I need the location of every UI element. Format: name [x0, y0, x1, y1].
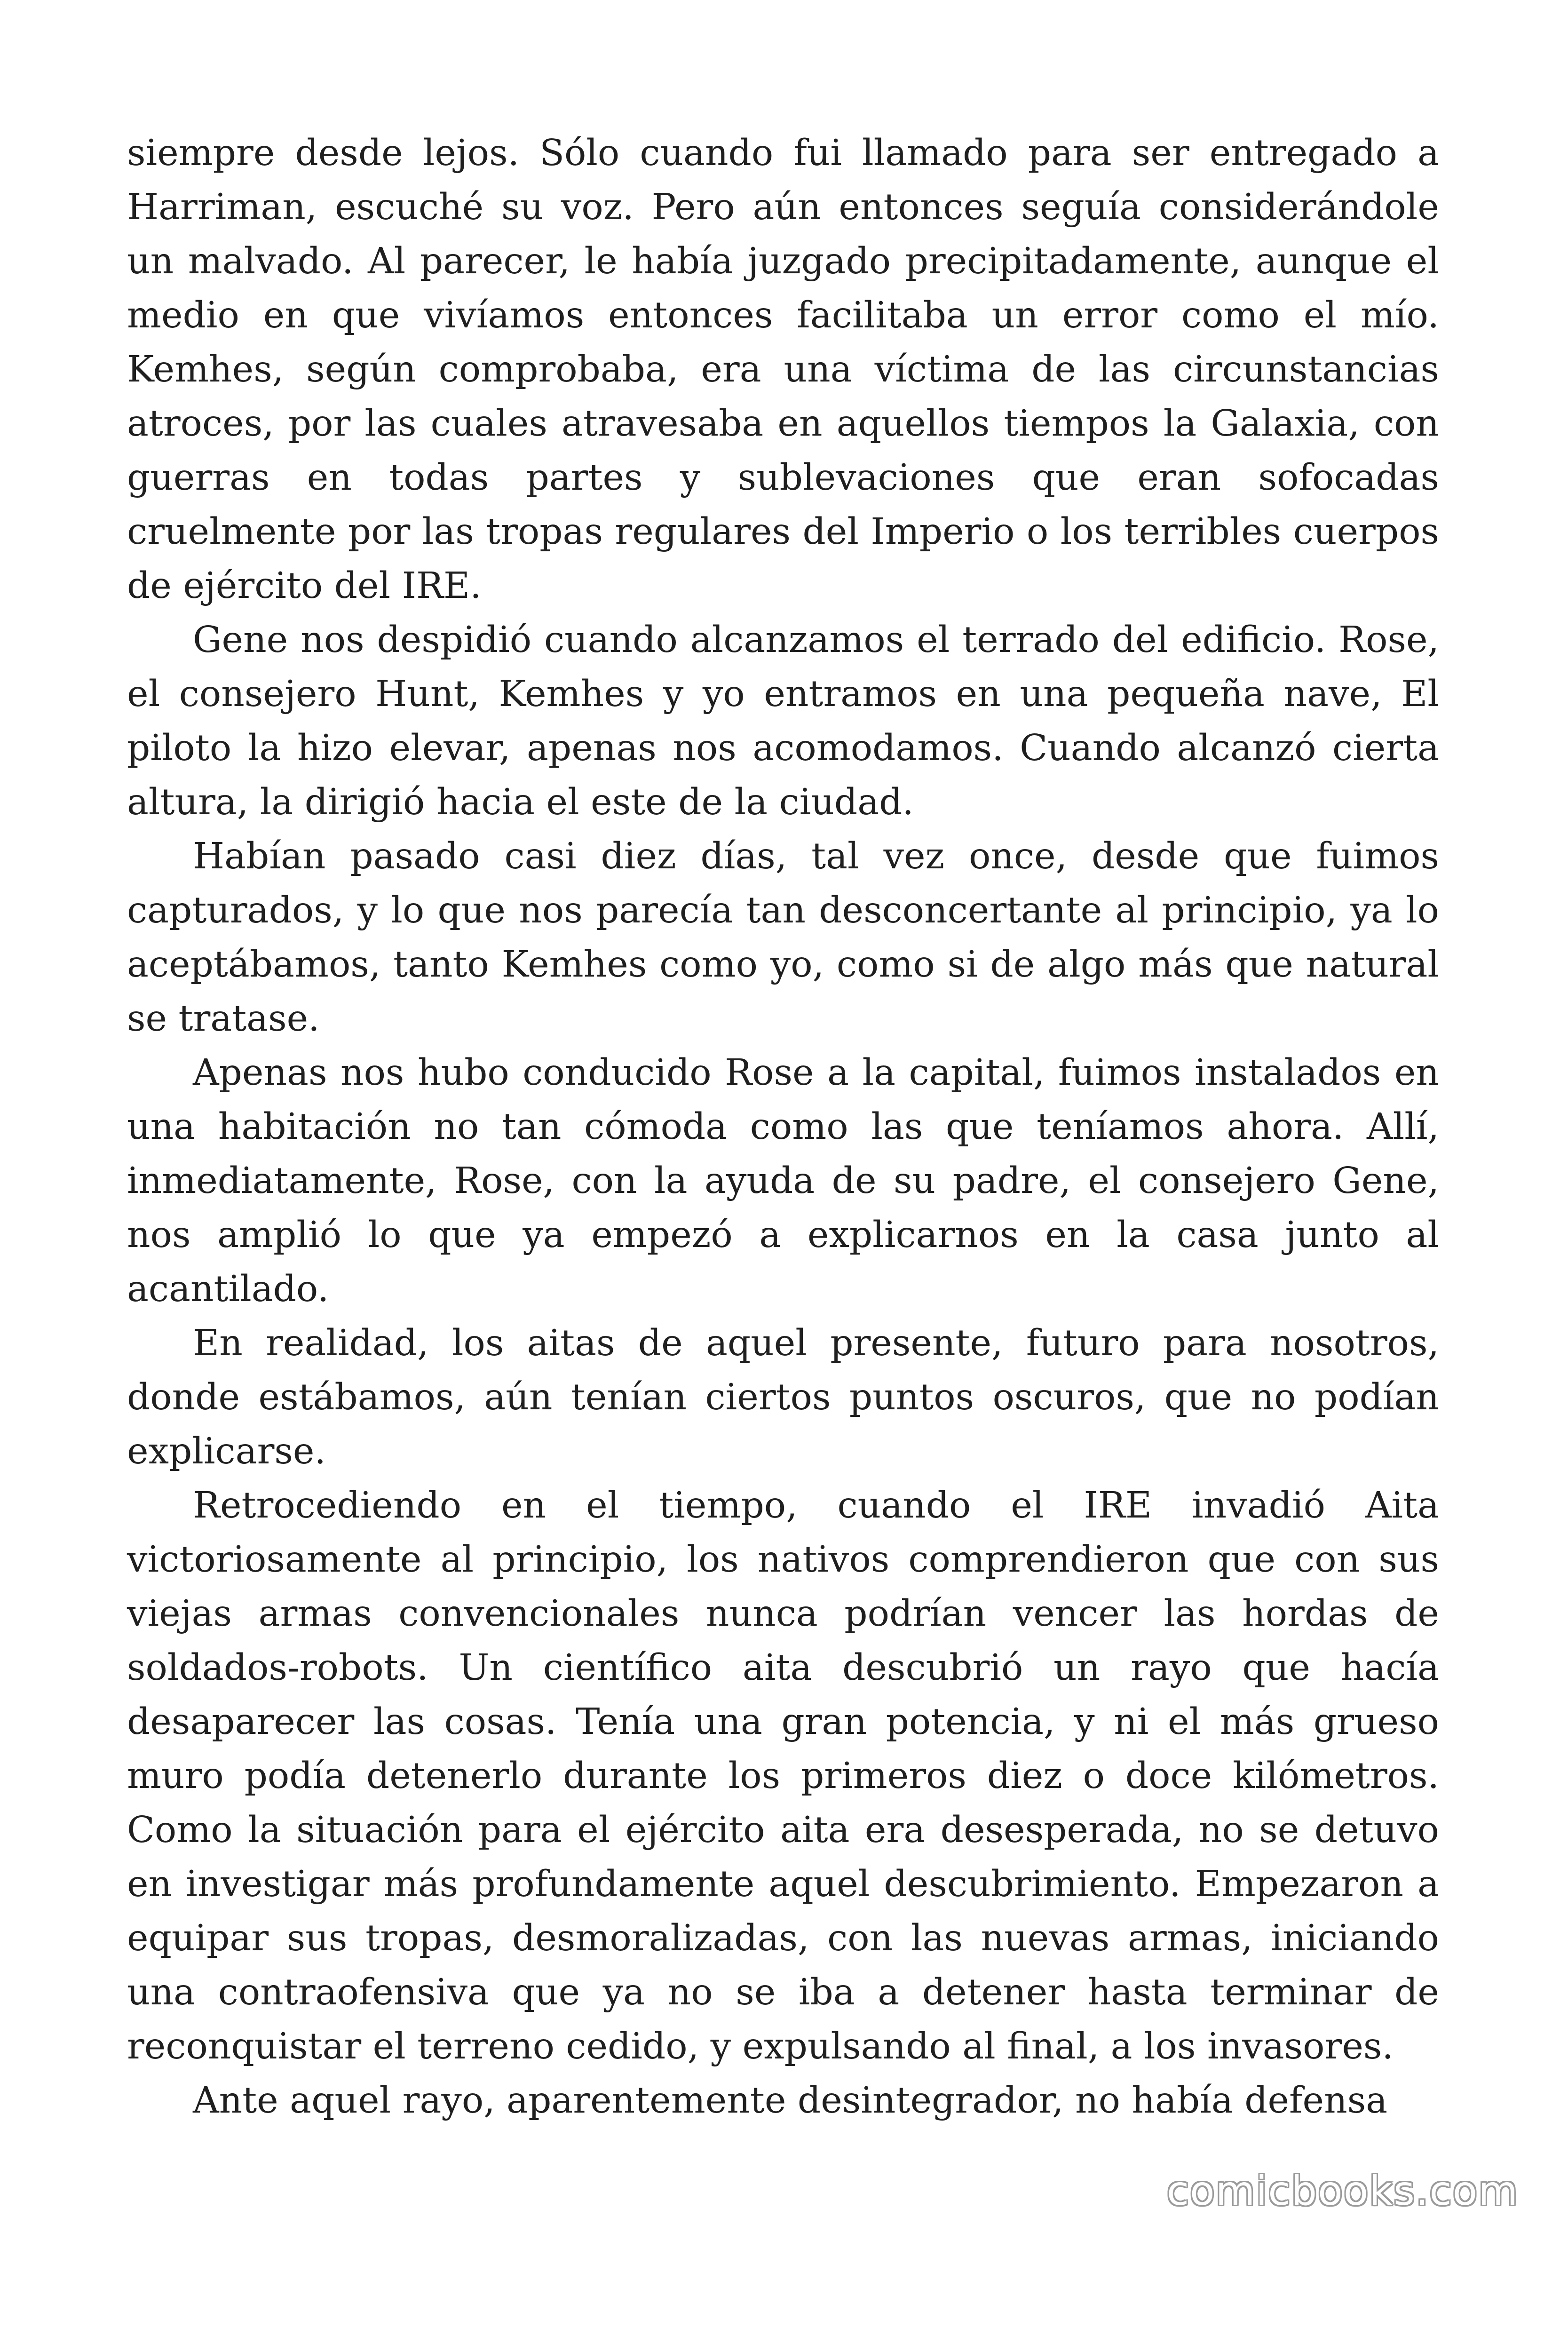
paragraph-6: Retrocediendo en el tiempo, cuando el IRE invadió Aita victoriosamente al principio, los nativos comprendieron que con sus viejas armas convencionales nunca podrían vencer las hordas de soldados-robots. Un científico aita descubrió un rayo que hacía desaparecer las cosas. Tenía una gran potencia, y ni el más grueso muro podía detenerlo durante los primeros diez o doce kilómetros. Como la situación para el ejército aita era desesperada, no se detuvo en investigar más profundamente aquel descubrimiento. Empezaron a equipar sus tropas, desmoralizadas, con las nuevas armas, iniciando una contraofensiva que ya no se iba a detener hasta terminar de reconquistar el terreno cedido, y expulsando al final, a los invasores. — [127, 1485, 1439, 2067]
paragraph-7: Ante aquel rayo, aparentemente desintegrador, no había defensa — [193, 2080, 1388, 2122]
page-body — [127, 126, 1439, 2128]
paragraph-2: Gene nos despidió cuando alcanzamos el terrado del edificio. Rose, el consejero Hunt, Kemhes y yo entramos en una pequeña nave, El piloto la hizo elevar, apenas nos acomodamos. Cuando alcanzó cierta altura, la dirigió hacia el este de la ciudad. — [127, 619, 1439, 823]
paragraph-1: siempre desde lejos. Sólo cuando fui llamado para ser entregado a Harriman, escuché su voz. Pero aún entonces seguía considerándole un malvado. Al parecer, le había juzgado precipitadamente, aunque el medio en que vivíamos entonces facilitaba un error como el mío. Kemhes, según comprobaba, era una víctima de las circunstancias atroces, por las cuales atravesaba en aquellos tiempos la Galaxia, con guerras en todas partes y sublevaciones que eran sofocadas cruelmente por las tropas regulares del Imperio o los terribles cuerpos de ejército del IRE. — [127, 132, 1439, 607]
watermark-text: comicbooks.com — [1166, 2168, 1519, 2215]
paragraph-3: Habían pasado casi diez días, tal vez once, desde que fuimos capturados, y lo que nos parecía tan desconcertante al principio, ya lo aceptábamos, tanto Kemhes como yo, como si de algo más que natural se tratase. — [127, 835, 1439, 1040]
paragraph-5: En realidad, los aitas de aquel presente, futuro para nosotros, donde estábamos, aún tenían ciertos puntos oscuros, que no podían explicarse. — [127, 1322, 1439, 1472]
paragraph-4: Apenas nos hubo conducido Rose a la capital, fuimos instalados en una habitación no tan cómoda como las que teníamos ahora. Allí, inmediatamente, Rose, con la ayuda de su padre, el consejero Gene, nos amplió lo que ya empezó a explicarnos en la casa junto al acantilado. — [127, 1052, 1439, 1310]
